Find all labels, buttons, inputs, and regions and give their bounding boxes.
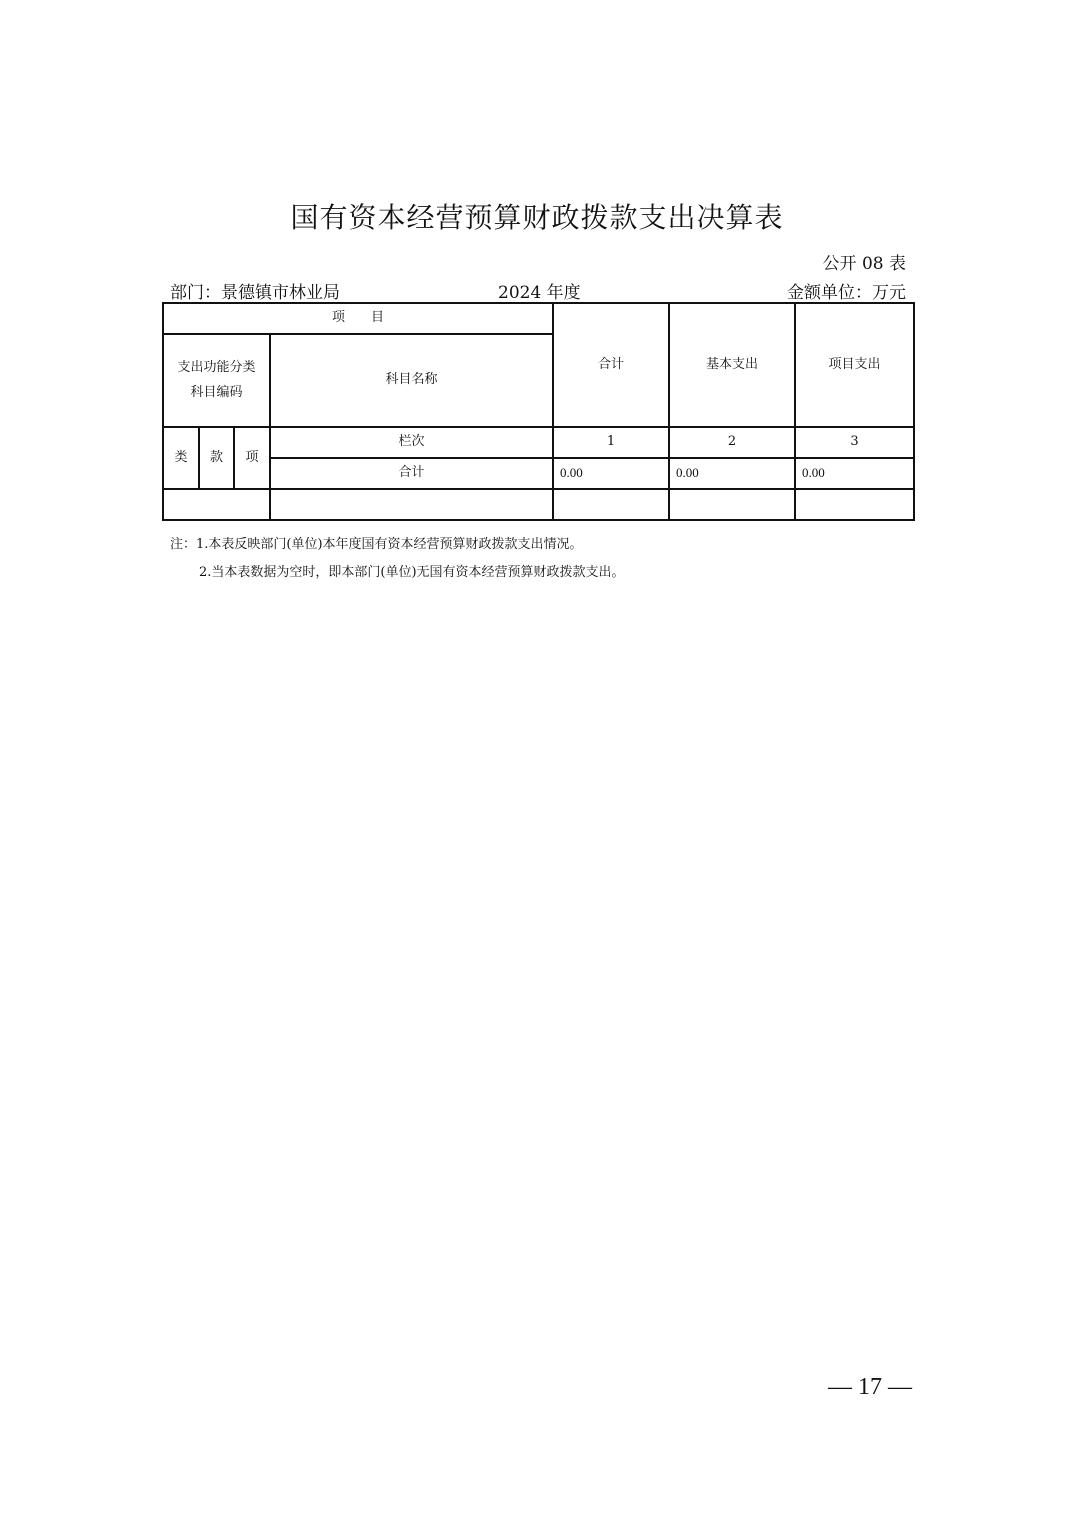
item-header: 项 目 [163, 303, 553, 334]
basic-expenditure-value: 0.00 [669, 458, 795, 489]
empty-name-cell [270, 489, 553, 520]
page-title: 国有资本经营预算财政拨款支出决算表 [290, 201, 784, 234]
function-code-header [163, 334, 270, 427]
project-expenditure-value: 0.00 [795, 458, 914, 489]
fiscal-year: 2024 年度 [498, 283, 581, 303]
empty-project-cell [795, 489, 914, 520]
total-value: 0.00 [553, 458, 669, 489]
empty-basic-cell [669, 489, 795, 520]
budget-table [162, 302, 915, 521]
form-number: 公开 08 表 [822, 254, 906, 274]
note-1: 注：1.本表反映部门(单位)本年度国有资本经营预算财政拨款支出情况。 [170, 537, 583, 552]
empty-row [163, 489, 914, 520]
function-code-header-line1: 支出功能分类 [177, 359, 256, 375]
project-expenditure-header: 项目支出 [795, 303, 914, 427]
total-row-label: 合计 [270, 458, 553, 489]
item-code-header: 项 [234, 427, 270, 489]
page-number: — 17 — [828, 1374, 912, 1400]
subject-name-header: 科目名称 [270, 334, 553, 427]
empty-total-cell [553, 489, 669, 520]
section-header: 款 [199, 427, 234, 489]
total-column-header: 合计 [553, 303, 669, 427]
column-index-3: 3 [795, 427, 914, 458]
department-label: 部门：景德镇市林业局 [170, 283, 340, 303]
function-code-header-line2: 科目编码 [190, 384, 243, 400]
column-index-1: 1 [553, 427, 669, 458]
note-2: 2.当本表数据为空时，即本部门(单位)无国有资本经营预算财政拨款支出。 [199, 565, 625, 580]
row-index-label: 栏次 [270, 427, 553, 458]
empty-code-cell [163, 489, 270, 520]
column-index-2: 2 [669, 427, 795, 458]
class-header: 类 [163, 427, 199, 489]
basic-expenditure-header: 基本支出 [669, 303, 795, 427]
amount-unit: 金额单位：万元 [787, 283, 906, 303]
